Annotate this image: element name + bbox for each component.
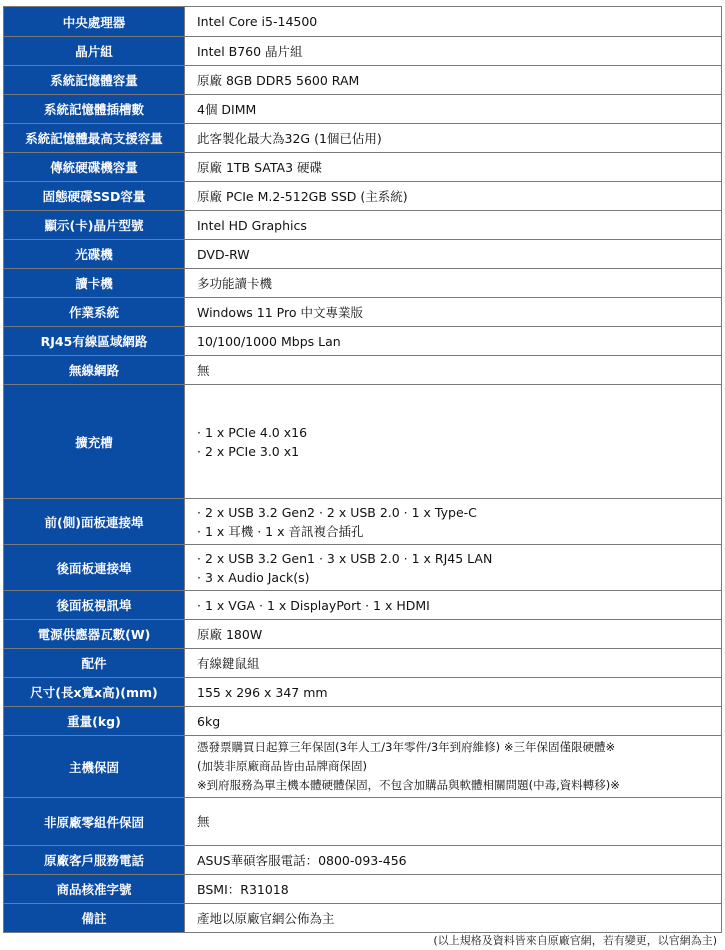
spec-label: 晶片組 — [4, 37, 185, 66]
spec-label: 中央處理器 — [4, 7, 185, 37]
spec-row — [4, 66, 722, 95]
spec-value — [185, 211, 722, 240]
spec-label: 擴充槽 — [4, 385, 185, 499]
spec-label: 原廠客戶服務電話 — [4, 846, 185, 875]
spec-label: 前(側)面板連接埠 — [4, 499, 185, 545]
spec-label: 重量(kg) — [4, 707, 185, 736]
spec-value-line: 原廠 1TB SATA3 硬碟 — [197, 159, 323, 175]
spec-row — [4, 620, 722, 649]
spec-row — [4, 37, 722, 66]
spec-label: 光碟機 — [4, 240, 185, 269]
spec-value — [185, 875, 722, 904]
spec-row — [4, 545, 722, 591]
spec-value-line: 4個 DIMM — [197, 101, 257, 117]
spec-value — [185, 545, 722, 591]
spec-value — [185, 269, 722, 298]
spec-row — [4, 298, 722, 327]
spec-row — [4, 124, 722, 153]
spec-value — [185, 904, 722, 933]
spec-label: 主機保固 — [4, 736, 185, 798]
spec-label: 商品核准字號 — [4, 875, 185, 904]
spec-value — [185, 385, 722, 499]
spec-value-line: · 1 x VGA · 1 x DisplayPort · 1 x HDMI — [197, 597, 430, 613]
spec-value-line: 原廠 PCIe M.2-512GB SSD (主系統) — [197, 188, 408, 204]
spec-row — [4, 846, 722, 875]
spec-row — [4, 736, 722, 798]
spec-row — [4, 875, 722, 904]
spec-value — [185, 846, 722, 875]
spec-row — [4, 678, 722, 707]
spec-label: 非原廠零組件保固 — [4, 798, 185, 846]
spec-label: 系統記憶體插槽數 — [4, 95, 185, 124]
spec-value-line: Intel Core i5-14500 — [197, 14, 318, 29]
spec-label: RJ45有線區域網路 — [4, 327, 185, 356]
spec-row — [4, 240, 722, 269]
spec-value-line: 155 x 296 x 347 mm — [197, 684, 328, 700]
spec-value-line: DVD-RW — [197, 246, 250, 262]
spec-value — [185, 240, 722, 269]
spec-label: 電源供應器瓦數(W) — [4, 620, 185, 649]
spec-row — [4, 182, 722, 211]
spec-row — [4, 356, 722, 385]
spec-value-line: 此客製化最大為32G (1個已佔用) — [197, 130, 382, 146]
spec-label: 固態硬碟SSD容量 — [4, 182, 185, 211]
spec-value-line: 無 — [197, 814, 210, 829]
spec-value-line: 原廠 8GB DDR5 5600 RAM — [197, 72, 360, 88]
spec-value-line: (加裝非原廠商品皆由品牌商保固) — [197, 759, 367, 773]
spec-value — [185, 356, 722, 385]
spec-value — [185, 707, 722, 736]
spec-value-line: 10/100/1000 Mbps Lan — [197, 333, 341, 349]
spec-value-line: 原廠 180W — [197, 626, 263, 642]
spec-table — [3, 6, 722, 933]
spec-value — [185, 298, 722, 327]
spec-value-line: 多功能讀卡機 — [197, 275, 273, 291]
spec-row — [4, 904, 722, 933]
spec-value — [185, 66, 722, 95]
spec-value-line: ASUS華碩客服電話：0800-093-456 — [197, 852, 407, 868]
spec-value-line: · 2 x PCIe 3.0 x1 — [197, 443, 300, 459]
spec-value-line: Intel B760 晶片組 — [197, 43, 303, 59]
spec-label: 作業系統 — [4, 298, 185, 327]
spec-value — [185, 499, 722, 545]
spec-value-line: 產地以原廠官網公佈為主 — [197, 910, 335, 926]
spec-label: 後面板連接埠 — [4, 545, 185, 591]
spec-value-line: · 1 x PCIe 4.0 x16 — [197, 424, 308, 440]
spec-row — [4, 95, 722, 124]
spec-value — [185, 649, 722, 678]
spec-value — [185, 327, 722, 356]
spec-row — [4, 269, 722, 298]
spec-value-line: 6kg — [197, 713, 221, 729]
spec-label: 系統記憶體容量 — [4, 66, 185, 95]
spec-value — [185, 798, 722, 846]
spec-value — [185, 736, 722, 798]
spec-row — [4, 707, 722, 736]
spec-label: 無線網路 — [4, 356, 185, 385]
footnote: (以上規格及資料皆來自原廠官網，若有變更，以官網為主) — [433, 934, 717, 947]
spec-label: 傳統硬碟機容量 — [4, 153, 185, 182]
spec-value-line: 無 — [197, 362, 210, 378]
spec-value — [185, 124, 722, 153]
spec-value — [185, 678, 722, 707]
spec-row — [4, 327, 722, 356]
spec-label: 讀卡機 — [4, 269, 185, 298]
spec-value — [185, 7, 722, 37]
spec-value — [185, 620, 722, 649]
spec-value-line: · 2 x USB 3.2 Gen1 · 3 x USB 2.0 · 1 x RJ45 LAN — [197, 550, 493, 566]
spec-value — [185, 153, 722, 182]
spec-value-line: Intel HD Graphics — [197, 217, 307, 233]
spec-value — [185, 591, 722, 620]
spec-value — [185, 182, 722, 211]
spec-value-line: 有線鍵鼠組 — [197, 655, 260, 671]
spec-label: 系統記憶體最高支援容量 — [4, 124, 185, 153]
spec-value — [185, 95, 722, 124]
spec-label: 後面板視訊埠 — [4, 591, 185, 620]
spec-value-line: · 3 x Audio Jack(s) — [197, 569, 310, 585]
spec-row — [4, 385, 722, 499]
spec-row — [4, 649, 722, 678]
spec-value-line: BSMI：R31018 — [197, 881, 289, 897]
spec-value-line: · 1 x 耳機 · 1 x 音訊複合插孔 — [197, 523, 364, 539]
spec-label: 備註 — [4, 904, 185, 933]
spec-row — [4, 591, 722, 620]
spec-value-line: ※到府服務為單主機本體硬體保固，不包含加購品與軟體相關問題(中毒,資料轉移)※ — [197, 778, 620, 792]
spec-value-line: · 2 x USB 3.2 Gen2 · 2 x USB 2.0 · 1 x Type-C — [197, 504, 477, 520]
spec-value — [185, 37, 722, 66]
spec-row — [4, 7, 722, 37]
spec-label: 配件 — [4, 649, 185, 678]
spec-row — [4, 153, 722, 182]
spec-table-body — [4, 7, 722, 933]
spec-row — [4, 499, 722, 545]
spec-label: 顯示(卡)晶片型號 — [4, 211, 185, 240]
spec-value-line: 憑發票購買日起算三年保固(3年人工/3年零件/3年到府維修) ※三年保固僅限硬體※ — [197, 740, 616, 754]
spec-value-line: Windows 11 Pro 中文專業版 — [197, 304, 363, 320]
spec-row — [4, 211, 722, 240]
spec-label: 尺寸(長x寬x高)(mm) — [4, 678, 185, 707]
spec-row — [4, 798, 722, 846]
